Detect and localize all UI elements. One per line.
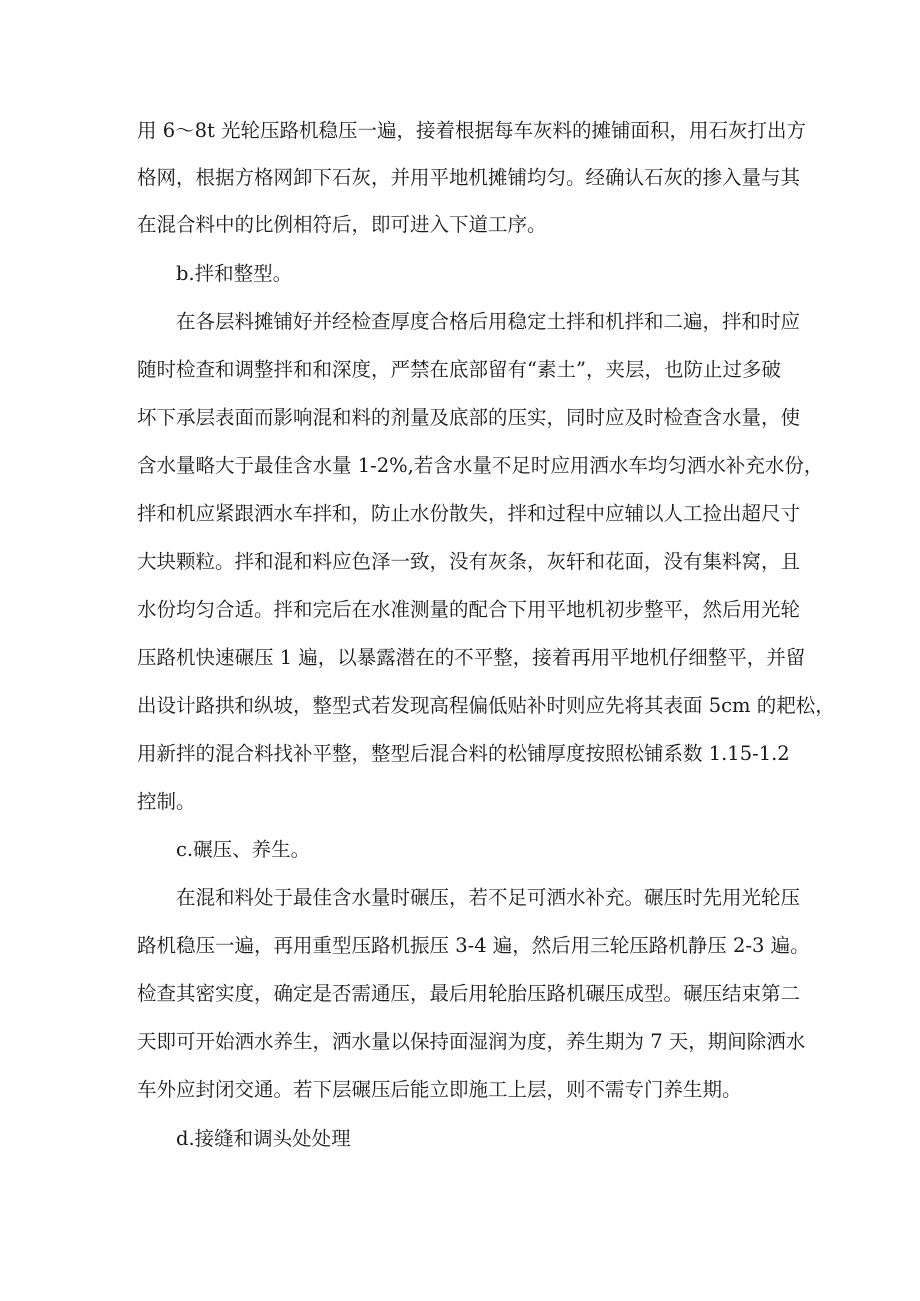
text-line: 用新拌的混合料找补平整，整型后混合料的松铺厚度按照松铺系数 1.15-1.2 bbox=[137, 742, 790, 765]
text-line: 含水量略大于最佳含水量 1-2%,若含水量不足时应用洒水车均匀洒水补充水份， bbox=[137, 454, 824, 477]
text-line: 在各层料摊铺好并经检查厚度合格后用稳定土拌和机拌和二遍，拌和时应 bbox=[176, 310, 801, 333]
text-line: 在混合料中的比例相符后，即可进入下道工序。 bbox=[137, 213, 547, 236]
text-line: 出设计路拱和纵坡，整型式若发现高程偏低贴补时则应先将其表面 5cm 的耙松， bbox=[137, 694, 835, 717]
section-heading: d.接缝和调头处处理 bbox=[176, 1127, 351, 1150]
text-line: 路机稳压一遍，再用重型压路机振压 3-4 遍，然后用三轮压路机静压 2-3 遍。 bbox=[137, 934, 810, 957]
text-line: 控制。 bbox=[137, 790, 196, 813]
text-line: 坏下承层表面而影响混和料的剂量及底部的压实，同时应及时检查含水量，使 bbox=[137, 406, 801, 429]
text-line: 检查其密实度，确定是否需通压，最后用轮胎压路机碾压成型。碾压结束第二 bbox=[137, 982, 801, 1005]
text-line: 车外应封闭交通。若下层碾压后能立即施工上层，则不需专门养生期。 bbox=[137, 1078, 742, 1101]
section-heading: c.碾压、养生。 bbox=[176, 838, 311, 861]
section-heading: b.拌和整型。 bbox=[176, 262, 293, 285]
text-line: 在混和料处于最佳含水量时碾压，若不足可洒水补充。碾压时先用光轮压 bbox=[176, 886, 801, 909]
text-line: 用 6～8t 光轮压路机稳压一遍，接着根据每车灰料的摊铺面积，用石灰打出方 bbox=[137, 119, 807, 142]
text-line: 大块颗粒。拌和混和料应色泽一致，没有灰条，灰轩和花面，没有集料窝，且 bbox=[137, 550, 801, 573]
text-line: 格网，根据方格网卸下石灰，并用平地机摊铺均匀。经确认石灰的掺入量与其 bbox=[137, 166, 801, 189]
text-line: 拌和机应紧跟洒水车拌和，防止水份散失，拌和过程中应辅以人工捡出超尺寸 bbox=[137, 502, 801, 525]
text-line: 随时检查和调整拌和和深度，严禁在底部留有“素土”，夹层，也防止过多破 bbox=[137, 358, 781, 381]
text-line: 天即可开始洒水养生，洒水量以保持面湿润为度，养生期为 7 天，期间除洒水 bbox=[137, 1030, 806, 1053]
text-line: 压路机快速碾压 1 遍，以暴露潜在的不平整，接着再用平地机仔细整平，并留 bbox=[137, 646, 806, 669]
text-line: 水份均匀合适。拌和完后在水准测量的配合下用平地机初步整平，然后用光轮 bbox=[137, 598, 801, 621]
